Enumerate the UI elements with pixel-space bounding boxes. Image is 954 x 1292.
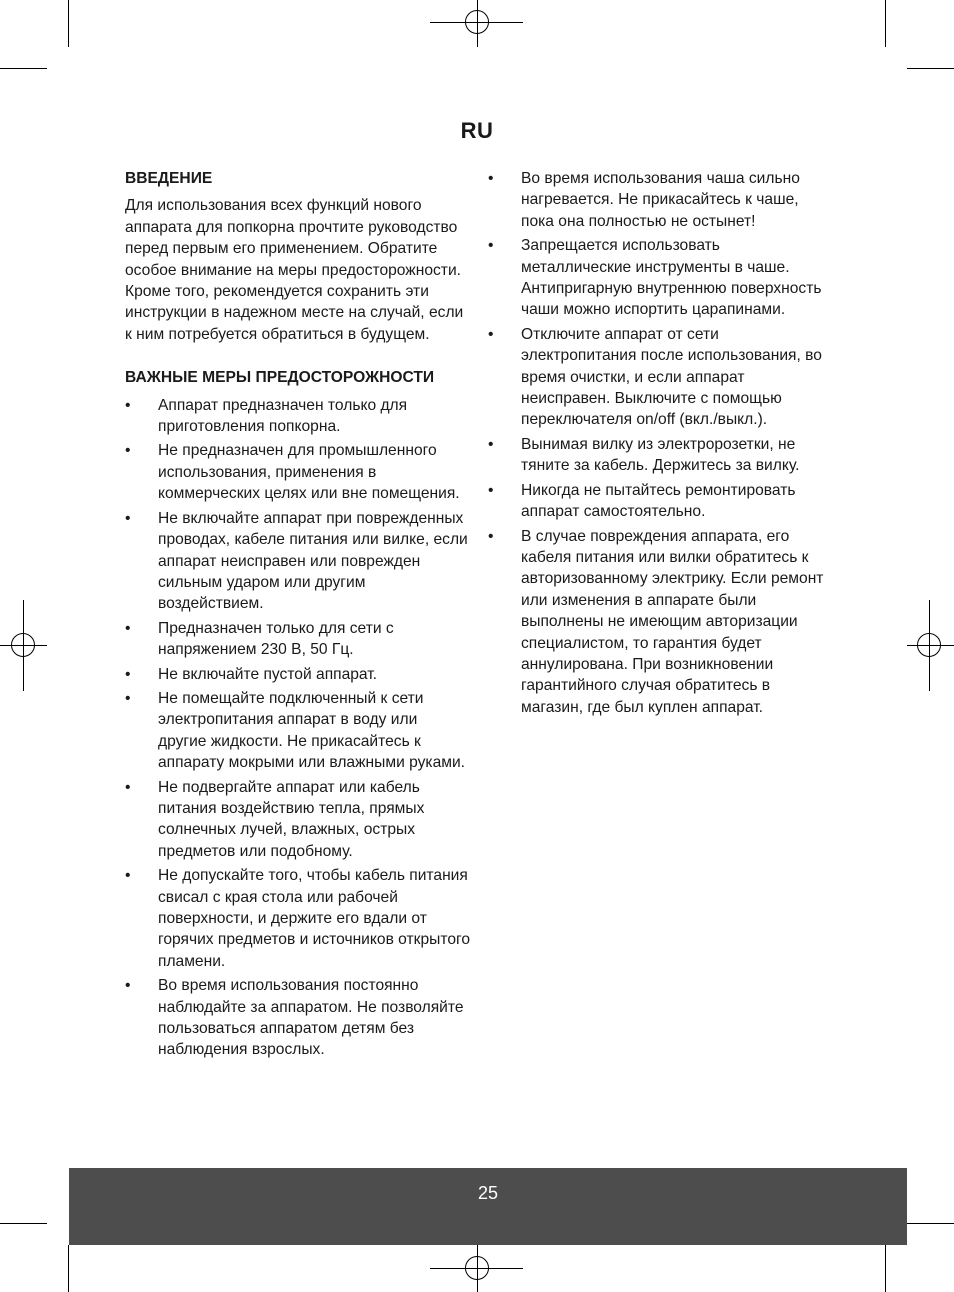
left-column xyxy=(125,168,470,1064)
bullet-icon: • xyxy=(125,665,131,683)
crop-mark-bottom-right-h xyxy=(907,1223,954,1224)
safety-item xyxy=(125,777,470,863)
safety-item xyxy=(125,440,470,504)
intro-text: Для использования всех функций нового аппарата для попкорна прочтите руководство перед первым его применением. Обратите особое внимание на меры предосторожности. Кроме того, рекомендуется сохранить эти инструкции в надежном месте на случай, если к ним потребуется обратиться в будущем. xyxy=(125,197,464,343)
right-column xyxy=(488,168,833,721)
page-number: 25 xyxy=(477,1183,499,1203)
bullet-icon: • xyxy=(125,509,131,527)
safety-item-text: Во время использования постоянно наблюдайте за аппаратом. Не позволяйте пользоваться аппаратом детям без наблюдения взрослых. xyxy=(158,977,464,1059)
bullet-icon: • xyxy=(488,481,494,499)
safety-list-right xyxy=(488,168,833,718)
crop-mark-bottom-right-v xyxy=(885,1245,886,1292)
crop-mark-top-right-v xyxy=(885,0,886,47)
crop-mark-bottom-left-v xyxy=(68,1245,69,1292)
crop-mark-bottom-left-h xyxy=(0,1223,47,1224)
safety-item xyxy=(488,168,833,232)
safety-item-text: Во время использования чаша сильно нагревается. Не прикасайтесь к чаше, пока она полностью не остынет! xyxy=(521,170,800,230)
bullet-icon: • xyxy=(488,435,494,453)
safety-item-text: Никогда не пытайтесь ремонтировать аппарат самостоятельно. xyxy=(521,481,796,521)
bullet-icon: • xyxy=(488,325,494,343)
bullet-icon: • xyxy=(125,867,131,885)
safety-item xyxy=(488,434,833,477)
safety-item-text: В случае повреждения аппарата, его кабеля питания или вилки обратитесь к авторизованному электрику. Если ремонт или изменения в аппарате были выполнены не имеющим авторизации специалистом, то гарантия будет аннулирована. При возникновении гарантийного случая обратитесь в магазин, где был куплен аппарат. xyxy=(521,527,824,716)
intro-heading: ВВЕДЕНИЕ xyxy=(125,170,213,187)
bullet-icon: • xyxy=(125,778,131,796)
safety-heading: ВАЖНЫЕ МЕРЫ ПРЕДОСТОРОЖНОСТИ xyxy=(125,369,435,387)
safety-item xyxy=(488,235,833,321)
safety-item xyxy=(125,865,470,972)
safety-item-text: Предназначен только для сети с напряжением 230 В, 50 Гц. xyxy=(158,619,394,659)
crop-mark-top-left-v xyxy=(68,0,69,47)
bullet-icon: • xyxy=(125,977,131,995)
safety-item-text: Не помещайте подключенный к сети электропитания аппарат в воду или другие жидкости. Не прикасайтесь к аппарату мокрыми или влажными руками. xyxy=(158,689,466,772)
bullet-icon: • xyxy=(488,237,494,255)
bullet-icon: • xyxy=(125,689,131,707)
safety-item-text: Не подвергайте аппарат или кабель питания воздействию тепла, прямых солнечных лучей, влажных, острых предметов или подобному. xyxy=(158,778,425,860)
bullet-icon: • xyxy=(125,396,131,414)
safety-item-text: Не включайте аппарат при поврежденных проводах, кабеле питания или вилке, если аппарат неисправен или поврежден сильным ударом или другим воздействием. xyxy=(158,509,468,613)
safety-item xyxy=(125,508,470,615)
bullet-icon: • xyxy=(488,527,494,545)
safety-item-text: Отключите аппарат от сети электропитания после использования, во время очистки, и если аппарат неисправен. Выключите с помощью переключателя on/off (вкл./выкл.). xyxy=(521,325,822,429)
safety-item-text: Аппарат предназначен только для приготовления попкорна. xyxy=(158,396,408,436)
safety-item xyxy=(125,618,470,661)
safety-item-text: Не предназначен для промышленного использования, применения в коммерческих целях или вне помещения. xyxy=(158,442,460,503)
bullet-icon: • xyxy=(125,442,131,460)
safety-list-left xyxy=(125,395,470,1061)
crop-mark-top-left-h xyxy=(0,68,47,69)
safety-item xyxy=(488,480,833,523)
safety-item-text: Вынимая вилку из электророзетки, не тяните за кабель. Держитесь за вилку. xyxy=(521,435,800,475)
safety-item xyxy=(488,324,833,431)
safety-item-text: Запрещается использовать металлические инструменты в чаше. Антипригарную внутреннюю поверхность чаши можно испортить царапинами. xyxy=(521,237,822,319)
safety-item xyxy=(125,664,470,685)
safety-item xyxy=(125,975,470,1061)
bullet-icon: • xyxy=(125,619,131,637)
safety-item xyxy=(125,395,470,438)
footer-bar xyxy=(69,1168,907,1245)
safety-item-text: Не допускайте того, чтобы кабель питания свисал с края стола или рабочей поверхности, и держите его вдали от горячих предметов и источников открытого пламени. xyxy=(158,867,471,970)
crop-mark-top-right-h xyxy=(907,68,954,69)
safety-item xyxy=(125,688,470,774)
language-code: RU xyxy=(460,118,494,143)
safety-item-text: Не включайте пустой аппарат. xyxy=(158,665,378,683)
bullet-icon: • xyxy=(488,170,494,187)
safety-item xyxy=(488,526,833,719)
